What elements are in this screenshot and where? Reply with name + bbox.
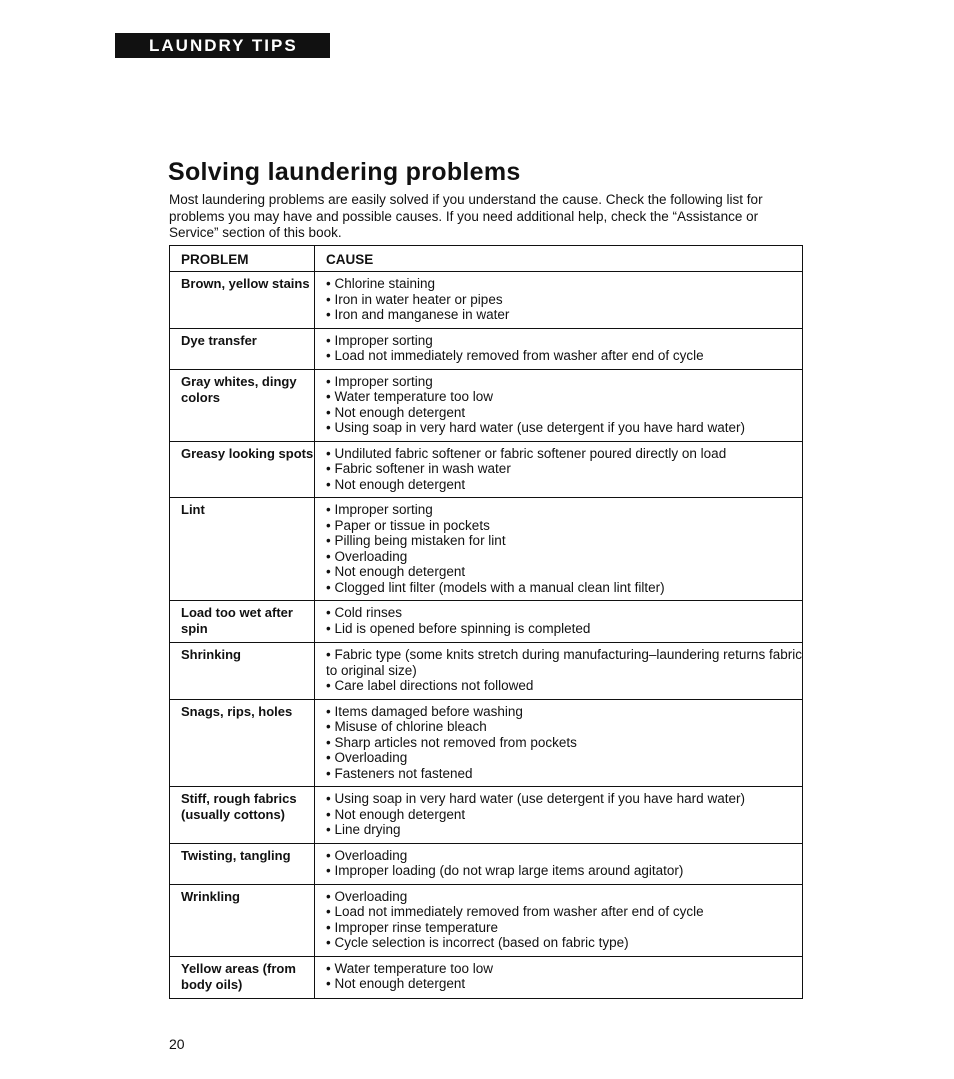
problem-cell: Dye transfer [170, 328, 315, 369]
cause-list [326, 605, 802, 636]
cause-item: • Overloading [326, 848, 802, 864]
cause-item: • Cold rinses [326, 605, 802, 621]
cause-list [326, 374, 802, 436]
cause-cell [315, 601, 803, 643]
cause-item: • Load not immediately removed from washer after end of cycle [326, 904, 802, 920]
cause-item: • Water temperature too low [326, 961, 802, 977]
problem-cell: Shrinking [170, 643, 315, 700]
table-row [170, 328, 803, 369]
cause-item: • Undiluted fabric softener or fabric softener poured directly on load [326, 446, 802, 462]
cause-item: • Iron in water heater or pipes [326, 292, 802, 308]
cause-cell [315, 699, 803, 787]
cause-item: • Sharp articles not removed from pockets [326, 735, 802, 751]
table-row [170, 843, 803, 884]
cause-item: • Care label directions not followed [326, 678, 802, 694]
cause-item: • Clogged lint filter (models with a manual clean lint filter) [326, 580, 802, 596]
cause-item: • Iron and manganese in water [326, 307, 802, 323]
problem-cell: Twisting, tangling [170, 843, 315, 884]
problems-table [169, 245, 803, 999]
page-title: Solving laundering problems [168, 158, 521, 186]
cause-cell [315, 369, 803, 441]
cause-item: • Improper sorting [326, 502, 802, 518]
problem-cell: Gray whites, dingy colors [170, 369, 315, 441]
cause-list [326, 333, 802, 364]
cause-item: • Fabric softener in wash water [326, 461, 802, 477]
problem-cell: Lint [170, 498, 315, 601]
cause-item: • Overloading [326, 750, 802, 766]
cause-list [326, 502, 802, 595]
cause-item: • Using soap in very hard water (use detergent if you have hard water) [326, 791, 802, 807]
cause-cell [315, 643, 803, 700]
problem-cell: Wrinkling [170, 884, 315, 956]
cause-list [326, 848, 802, 879]
problem-cell: Stiff, rough fabrics (usually cottons) [170, 787, 315, 844]
cause-item: • Misuse of chlorine bleach [326, 719, 802, 735]
cause-item: • Load not immediately removed from washer after end of cycle [326, 348, 802, 364]
cause-item: • Line drying [326, 822, 802, 838]
section-banner: LAUNDRY TIPS [115, 33, 330, 58]
problem-column-header: PROBLEM [170, 246, 315, 272]
table-row [170, 643, 803, 700]
cause-item: • Overloading [326, 549, 802, 565]
table-header-row [170, 246, 803, 272]
cause-cell [315, 843, 803, 884]
cause-list [326, 276, 802, 323]
cause-item: • Not enough detergent [326, 405, 802, 421]
intro-paragraph: Most laundering problems are easily solved if you understand the cause. Check the following list for problems you may have and possible causes. If you need additional help, check the “Assistance or Service” section of this book. [169, 192, 763, 240]
problem-cell: Greasy looking spots [170, 441, 315, 498]
cause-item: • Cycle selection is incorrect (based on fabric type) [326, 935, 802, 951]
cause-cell [315, 441, 803, 498]
cause-cell [315, 498, 803, 601]
cause-item: • Lid is opened before spinning is completed [326, 621, 802, 637]
cause-item: • Improper sorting [326, 333, 802, 349]
cause-list [326, 446, 802, 493]
table-body [170, 272, 803, 999]
table-row [170, 272, 803, 329]
problem-cell: Yellow areas (from body oils) [170, 956, 315, 998]
page-number: 20 [169, 1036, 185, 1052]
cause-cell [315, 272, 803, 329]
cause-item: • Fabric type (some knits stretch during manufacturing–laundering returns fabric to original size) [326, 647, 802, 678]
cause-item: • Improper loading (do not wrap large items around agitator) [326, 863, 802, 879]
cause-cell [315, 787, 803, 844]
cause-item: • Not enough detergent [326, 976, 802, 992]
table-row [170, 498, 803, 601]
cause-list [326, 704, 802, 782]
table-row [170, 884, 803, 956]
cause-item: • Improper rinse temperature [326, 920, 802, 936]
cause-list [326, 647, 802, 694]
table-row [170, 441, 803, 498]
cause-list [326, 961, 802, 992]
cause-list [326, 791, 802, 838]
cause-item: • Not enough detergent [326, 807, 802, 823]
cause-item: • Paper or tissue in pockets [326, 518, 802, 534]
table-row [170, 699, 803, 787]
cause-column-header: CAUSE [315, 246, 803, 272]
table-row [170, 787, 803, 844]
table-row [170, 369, 803, 441]
cause-item: • Pilling being mistaken for lint [326, 533, 802, 549]
problem-cell: Brown, yellow stains [170, 272, 315, 329]
problem-cell: Load too wet after spin [170, 601, 315, 643]
cause-item: • Fasteners not fastened [326, 766, 802, 782]
cause-item: • Not enough detergent [326, 564, 802, 580]
cause-item: • Chlorine staining [326, 276, 802, 292]
cause-item: • Items damaged before washing [326, 704, 802, 720]
table-row [170, 601, 803, 643]
cause-item: • Using soap in very hard water (use detergent if you have hard water) [326, 420, 802, 436]
cause-cell [315, 884, 803, 956]
cause-item: • Overloading [326, 889, 802, 905]
cause-item: • Water temperature too low [326, 389, 802, 405]
cause-cell [315, 328, 803, 369]
problem-cell: Snags, rips, holes [170, 699, 315, 787]
table-row [170, 956, 803, 998]
cause-cell [315, 956, 803, 998]
cause-item: • Improper sorting [326, 374, 802, 390]
cause-item: • Not enough detergent [326, 477, 802, 493]
cause-list [326, 889, 802, 951]
